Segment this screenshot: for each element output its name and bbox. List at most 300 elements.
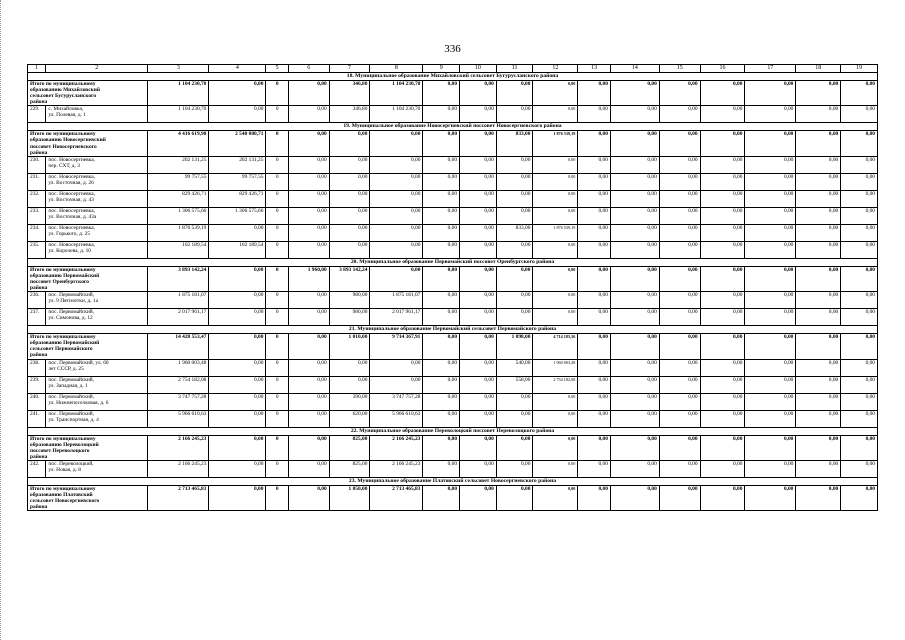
total-cell: 0,00 [209,435,266,460]
row-cell: 0,00 [700,173,745,190]
row-number: 232. [28,190,46,207]
row-cell: 0,00 [288,309,329,326]
total-cell: 0,00 [578,435,611,460]
row-cell: 0,00 [578,393,611,410]
total-cell: 3 893 142,24 [329,266,370,291]
total-cell: 0,00 [796,334,841,359]
header-cell: 8 [370,65,423,73]
header-cell: 5 [266,65,288,73]
address-line: пос. Новосергиевка, [48,190,95,197]
row-cell: 620,00 [329,410,370,427]
row-cell: 0,00 [796,190,841,207]
total-cell: 2 713 465,83 [370,485,423,510]
row-cell: 0,00 [496,292,533,309]
header-cell: 4 [209,65,266,73]
row-cell: 0,00 [578,359,611,376]
row-cell: 0,00 [659,190,700,207]
row-cell: 0,00 [610,106,659,123]
row-cell: 0,00 [841,309,878,326]
row-cell: 0,00 [578,156,611,173]
row-cell: 0,00 [496,393,533,410]
row-number: 234. [28,224,46,241]
row-cell: 0,00 [700,156,745,173]
total-label-line: Итого по муниципальному [30,334,96,341]
row-cell: 0,00 [745,190,796,207]
header-cell: 13 [578,65,611,73]
row-cell: 540,00 [496,359,533,376]
row-cell: 0,00 [659,241,700,258]
section-title: 23. Муниципальное образование Платовский сельсовет Новосергиевского района [28,477,878,485]
row-cell: 0,00 [496,207,533,224]
row-cell: 0,00 [460,309,497,326]
total-label-line: сельсовет Бугурусланского [30,93,97,100]
section-title: 22. Муниципальное образование Переволоцкий поссовет Переволоцкого района [28,427,878,435]
total-label [28,266,148,291]
table-row [28,156,878,173]
section-title: 21. Муниципальное образование Первомайский сельсовет Первомайского района [28,326,878,334]
row-cell: 0,00 [796,173,841,190]
row-cell: 0,00 [700,207,745,224]
row-cell: 0 [266,376,288,393]
total-cell: 1 098,00 [496,334,533,359]
row-cell: 0,00 [745,359,796,376]
row-cell: 0,00 [329,173,370,190]
address-line: пос. Первомайский, [48,410,95,417]
row-address [46,106,148,123]
row-number: 242. [28,460,46,477]
row-cell: 0,00 [496,190,533,207]
row-cell: 0,00 [460,359,497,376]
row-cell: 0,00 [209,376,266,393]
total-cell: 0,00 [329,131,370,156]
row-cell: 0,00 [745,156,796,173]
total-cell: 0,00 [659,435,700,460]
row-cell: 0,00 [496,106,533,123]
row-cell: 0,00 [496,309,533,326]
header-cell: 19 [841,65,878,73]
total-cell: 4 416 619,90 [148,131,209,156]
total-label-line: образованию Первомайский [30,340,100,347]
header-cell: 11 [496,65,533,73]
row-cell: 0,00 [610,207,659,224]
total-row [28,81,878,106]
row-cell: 0,00 [610,173,659,190]
row-cell: 0,00 [288,207,329,224]
row-address [46,359,148,376]
row-cell: 0,00 [423,207,460,224]
row-address [46,241,148,258]
row-cell: 0 [266,106,288,123]
row-cell: 0,00 [796,241,841,258]
address-line: ул. Королева, д. 10 [48,247,92,254]
row-cell: 99 757,55 [148,173,209,190]
row-cell: 0,00 [460,292,497,309]
header-cell: 2 [46,65,148,73]
row-cell: 0,00 [841,156,878,173]
row-cell: 0,00 [370,190,423,207]
row-cell: 0,00 [578,376,611,393]
row-cell: 980,00 [329,292,370,309]
total-cell: 0 [266,131,288,156]
total-cell: 0,00 [841,266,878,291]
total-cell: 0,00 [496,81,533,106]
row-cell: 2 017 961,17 [148,309,209,326]
row-cell: 0,00 [841,190,878,207]
total-cell: 0,00 [659,131,700,156]
total-cell: 0,00 [796,435,841,460]
total-cell: 0,00 [370,266,423,291]
total-cell: 0 [266,435,288,460]
total-cell: 0,00 [496,435,533,460]
total-cell: 0,00 [460,485,497,510]
row-number: 231. [28,173,46,190]
row-cell: 0,00 [460,207,497,224]
row-cell: 980,00 [329,309,370,326]
total-cell: 0,00 [533,435,578,460]
total-cell: 0,00 [841,435,878,460]
row-address [46,224,148,241]
section-title-row [28,258,878,266]
total-cell: 1 010,00 [329,334,370,359]
row-cell: 1 104 230,70 [148,106,209,123]
header-cell: 15 [659,65,700,73]
row-cell: 3 747 757,28 [370,393,423,410]
row-cell: 0 [266,393,288,410]
total-cell: 0,00 [288,485,329,510]
row-cell: 0,00 [533,173,578,190]
row-cell: 0,00 [745,224,796,241]
total-cell: 0,00 [209,81,266,106]
total-cell: 0,00 [745,81,796,106]
row-cell: 0,00 [700,410,745,427]
header-cell: 1 [28,65,46,73]
total-label-line: образованию Михайловский [30,87,100,94]
row-address [46,376,148,393]
row-cell: 0,00 [578,106,611,123]
row-cell: 0,00 [841,460,878,477]
section-title-row [28,123,878,131]
row-cell: 0,00 [423,292,460,309]
row-cell: 0,00 [745,460,796,477]
row-cell: 0,00 [288,410,329,427]
total-label-line: района [30,285,48,292]
address-line: пос. Новосергиевка, [48,241,95,248]
total-cell: 0,00 [423,485,460,510]
row-cell: 0,00 [659,393,700,410]
row-cell: 0,00 [533,207,578,224]
row-cell: 0,00 [496,460,533,477]
total-cell: 0,00 [496,266,533,291]
row-cell: 0,00 [610,190,659,207]
total-label-line: Итого по муниципальному [30,81,96,87]
address-line: ул. Нижнепоселковая, д. 6 [48,399,109,406]
address-line: ул. Полевая, д. 1 [48,112,86,119]
total-cell: 0,00 [610,266,659,291]
header-row [28,65,878,73]
row-cell: 1 876 539,19 [533,224,578,241]
total-cell: 0,00 [796,485,841,510]
total-cell: 1 104 230,70 [370,81,423,106]
total-row [28,334,878,359]
total-cell: 0,00 [610,334,659,359]
total-cell: 0,00 [796,131,841,156]
address-line: пос. Переволоцкий, [48,460,94,467]
row-cell: 0 [266,241,288,258]
row-cell: 0,00 [659,207,700,224]
row-cell: 0,00 [610,156,659,173]
total-cell: 0 [266,266,288,291]
row-cell: 0,00 [610,376,659,393]
row-cell: 0,00 [578,207,611,224]
row-cell: 0,00 [610,393,659,410]
row-cell: 0,00 [610,292,659,309]
row-cell: 0,00 [496,410,533,427]
total-cell: 0,00 [460,435,497,460]
total-cell: 833,00 [496,131,533,156]
row-cell: 0,00 [700,106,745,123]
address-line: ул. Восточная, д. 43 [48,196,94,203]
address-line: пос. Новосергиевка, [48,224,95,231]
total-cell: 0,00 [288,334,329,359]
total-label [28,131,148,156]
header-cell: 14 [610,65,659,73]
row-cell: 0,00 [533,190,578,207]
row-cell: 0,00 [423,376,460,393]
address-line: ул. Новая, д. 8 [48,466,81,473]
total-row [28,131,878,156]
row-cell: 829 426,71 [148,190,209,207]
row-cell: 0,00 [288,292,329,309]
row-cell: 0,00 [533,156,578,173]
total-cell: 14 428 553,47 [148,334,209,359]
page-number: 336 [444,43,461,55]
total-cell: 0,00 [370,131,423,156]
row-cell: 0,00 [841,224,878,241]
row-cell: 829 426,71 [209,190,266,207]
total-cell: 0,00 [659,266,700,291]
row-cell: 0,00 [659,156,700,173]
section-title-row [28,73,878,81]
row-cell: 0,00 [745,410,796,427]
row-cell: 0,00 [841,106,878,123]
total-label-line: района [30,504,48,511]
row-cell: 0,00 [423,224,460,241]
row-cell: 0,00 [460,224,497,241]
row-cell: 0,00 [423,241,460,258]
row-cell: 0,00 [329,190,370,207]
row-cell: 0,00 [841,393,878,410]
row-cell: 0,00 [700,190,745,207]
total-cell: 825,00 [329,435,370,460]
section-title-row [28,427,878,435]
row-cell: 0,00 [496,156,533,173]
row-cell: 0,00 [533,106,578,123]
row-cell: 0,00 [209,309,266,326]
row-cell: 0,00 [209,393,266,410]
row-cell: 0,00 [610,309,659,326]
total-cell: 0,00 [578,131,611,156]
row-cell: 99 757,55 [209,173,266,190]
table-row [28,393,878,410]
row-cell: 0,00 [209,292,266,309]
row-cell: 0,00 [288,393,329,410]
row-cell: 0,00 [288,156,329,173]
row-address [46,173,148,190]
table-row [28,292,878,309]
row-cell: 0 [266,207,288,224]
address-line: лет СССР, д. 25 [48,365,84,372]
row-cell: 0 [266,156,288,173]
row-cell: 0,00 [745,106,796,123]
total-label-line: района [30,352,48,359]
total-row [28,266,878,291]
row-cell: 0,00 [288,359,329,376]
row-cell: 0,00 [533,393,578,410]
total-label-line: района [30,99,48,106]
total-label-line: поссовет Оренбургского [30,278,89,285]
row-address [46,190,148,207]
address-line: ул. Симонова, д. 12 [48,315,93,322]
row-cell: 0,00 [329,241,370,258]
total-cell: 0,00 [423,131,460,156]
total-cell: 0,00 [610,435,659,460]
row-cell: 0,00 [578,190,611,207]
address-line: пос. Первомайский, [48,376,95,383]
header-cell: 17 [745,65,796,73]
total-cell: 0,00 [841,81,878,106]
table-row [28,207,878,224]
total-cell: 2 166 245,23 [148,435,209,460]
table-row [28,460,878,477]
table-row [28,359,878,376]
table-row [28,190,878,207]
row-cell: 0,00 [423,393,460,410]
total-cell: 0,00 [700,266,745,291]
row-cell: 0,00 [610,359,659,376]
row-cell: 0,00 [460,156,497,173]
total-cell: 0,00 [209,334,266,359]
address-line: пос. Первомайский, ул. 60 [48,359,109,366]
row-cell: 0,00 [533,410,578,427]
table-body [28,65,878,511]
row-cell: 0,00 [288,460,329,477]
table-row [28,224,878,241]
table-row [28,241,878,258]
total-cell: 1 104 230,70 [148,81,209,106]
row-cell: 5 966 610,63 [370,410,423,427]
total-cell: 0,00 [578,334,611,359]
total-label-line: Итого по муниципальному [30,485,96,492]
address-line: ул. Западная, д. 1 [48,382,88,389]
total-cell: 0,00 [700,485,745,510]
row-cell: 0,00 [796,224,841,241]
total-cell: 1 050,00 [329,485,370,510]
row-cell: 2 166 245,23 [148,460,209,477]
row-cell: 0,00 [496,241,533,258]
total-cell: 0,00 [288,435,329,460]
section-title-row [28,477,878,485]
total-cell: 0,00 [745,266,796,291]
row-cell: 0,00 [578,173,611,190]
row-cell: 2 754 182,08 [148,376,209,393]
total-cell: 0,00 [423,266,460,291]
row-cell: 0,00 [700,359,745,376]
row-cell: 0,00 [460,393,497,410]
table-row [28,410,878,427]
total-cell: 346,80 [329,81,370,106]
row-number: 230. [28,156,46,173]
total-label-line: района [30,453,48,460]
row-cell: 0,00 [370,241,423,258]
row-cell: 0,00 [578,292,611,309]
row-cell: 0,00 [841,410,878,427]
total-label-line: Итого по муниципальному [30,131,96,138]
row-cell: 0,00 [460,190,497,207]
row-cell: 346,80 [329,106,370,123]
total-cell: 0,00 [578,485,611,510]
row-cell: 0,00 [329,359,370,376]
total-cell: 0,00 [745,435,796,460]
total-label-line: поссовет Новосергиевского [30,143,97,150]
row-cell: 390,00 [329,393,370,410]
row-cell: 0,00 [610,224,659,241]
address-line: пос. Новосергиевка, [48,207,95,214]
row-cell: 0,00 [745,393,796,410]
total-label [28,435,148,460]
address-line: пос. Первомайский, [48,309,95,316]
row-cell: 0,00 [745,173,796,190]
row-cell: 0,00 [659,292,700,309]
table-row [28,309,878,326]
total-cell: 0,00 [423,435,460,460]
row-cell: 1 960 003,48 [533,359,578,376]
total-cell: 0,00 [610,81,659,106]
total-cell: 0,00 [460,81,497,106]
row-cell: 0,00 [460,410,497,427]
row-cell: 0,00 [700,292,745,309]
table-row [28,106,878,123]
row-address [46,156,148,173]
row-cell: 0,00 [841,241,878,258]
row-cell: 202 131,25 [209,156,266,173]
address-line: ул. Восточная, д. 43а [48,213,97,220]
row-cell: 0,00 [288,190,329,207]
row-cell: 2 754 182,08 [533,376,578,393]
total-cell: 0,00 [841,131,878,156]
total-cell: 0 [266,485,288,510]
address-line: ул. Транспортная, д. 4 [48,416,99,423]
row-cell: 0,00 [659,224,700,241]
row-number: 241. [28,410,46,427]
row-cell: 0,00 [288,173,329,190]
total-cell: 0,00 [745,131,796,156]
row-cell: 0 [266,359,288,376]
row-cell: 0,00 [700,309,745,326]
row-cell: 0,00 [423,359,460,376]
row-cell: 0,00 [288,376,329,393]
row-cell: 0,00 [745,241,796,258]
row-cell: 0,00 [460,173,497,190]
row-cell: 0,00 [700,241,745,258]
row-cell: 0,00 [700,376,745,393]
row-cell: 0,00 [533,460,578,477]
total-cell: 0,00 [460,131,497,156]
row-cell: 0,00 [423,106,460,123]
row-cell: 0,00 [700,460,745,477]
row-number: 239. [28,376,46,393]
total-cell: 0,00 [533,485,578,510]
row-cell: 0,00 [533,241,578,258]
